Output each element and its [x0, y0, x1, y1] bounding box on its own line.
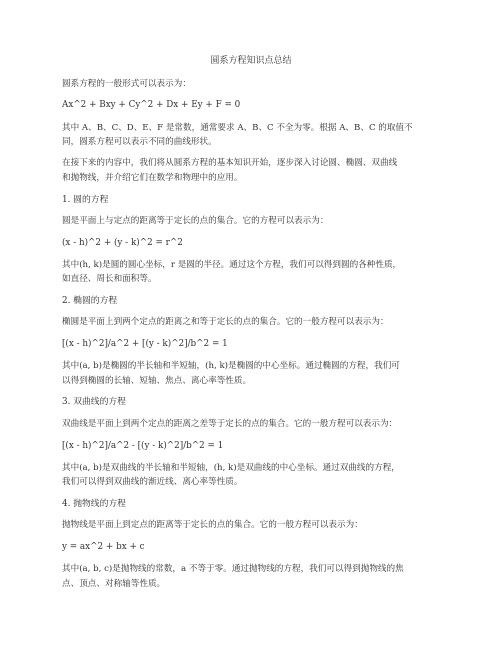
- formula-line: (x - h)^2 + (y - k)^2 = r^2: [62, 238, 183, 248]
- document-title: 圆系方程知识点总结: [210, 56, 292, 66]
- paragraph-line: 其中(a, b)是椭圆的半长轴和半短轴，(h, k)是椭圆的中心坐标。通过椭圆的方程，我们可: [62, 361, 400, 371]
- paragraph-line: 和抛物线，并介绍它们在数学和物理中的应用。: [62, 173, 243, 183]
- paragraph-line: 以得到椭圆的长轴、短轴、焦点、离心率等性质。: [62, 376, 252, 386]
- section-heading: 2. 椭圆的方程: [62, 296, 118, 306]
- paragraph-line: 我们可以得到双曲线的渐近线、离心率等性质。: [62, 477, 243, 487]
- paragraph-line: 其中(h, k)是圆的圆心坐标，r 是圆的半径。通过这个方程，我们可以得到圆的各种性质，: [62, 260, 402, 270]
- paragraph-line: 其中(a, b, c)是抛物线的常数，a 不等于零。通过抛物线的方程，我们可以得到抛物线的焦: [62, 564, 404, 574]
- paragraph-line: 在接下来的内容中，我们将从圆系方程的基本知识开始，逐步深入讨论圆、椭圆、双曲线: [62, 158, 398, 168]
- formula-line: Ax^2 + Bxy + Cy^2 + Dx + Ey + F = 0: [62, 100, 241, 110]
- paragraph-line: 如直径、周长和面积等。: [62, 274, 157, 284]
- paragraph-line: 椭圆是平面上到两个定点的距离之和等于定长的点的集合。它的一般方程可以表示为：: [62, 317, 389, 327]
- paragraph-line: 同，圆系方程可以表示不同的曲线形状。: [62, 137, 217, 147]
- paragraph-line: 其中(a, b)是双曲线的半长轴和半短轴，(h, k)是双曲线的中心坐标。通过双曲线的方程，: [62, 463, 400, 473]
- paragraph-line: 点、顶点、对称轴等性质。: [62, 579, 166, 589]
- section-heading: 3. 双曲线的方程: [62, 397, 126, 407]
- section-heading: 1. 圆的方程: [62, 195, 109, 205]
- paragraph-line: 双曲线是平面上到两个定点的距离之差等于定长的点的集合。它的一般方程可以表示为：: [62, 419, 398, 429]
- paragraph-line: 圆系方程的一般形式可以表示为：: [62, 79, 191, 89]
- paragraph-line: 抛物线是平面上到定点的距离等于定长的点的集合。它的一般方程可以表示为：: [62, 520, 363, 530]
- formula-line: y = ax^2 + bx + c: [62, 542, 145, 552]
- paragraph-line: 圆是平面上与定点的距离等于定长的点的集合。它的方程可以表示为：: [62, 216, 329, 226]
- formula-line: [(x - h)^2]/a^2 - [(y - k)^2]/b^2 = 1: [62, 441, 224, 451]
- formula-line: [(x - h)^2]/a^2 + [(y - k)^2]/b^2 = 1: [62, 339, 228, 349]
- section-heading: 4. 抛物线的方程: [62, 499, 126, 509]
- paragraph-line: 其中 A、B、C、D、E、F 是常数，通常要求 A、B、C 不全为零。根据 A、B、C 的取值不: [62, 123, 413, 133]
